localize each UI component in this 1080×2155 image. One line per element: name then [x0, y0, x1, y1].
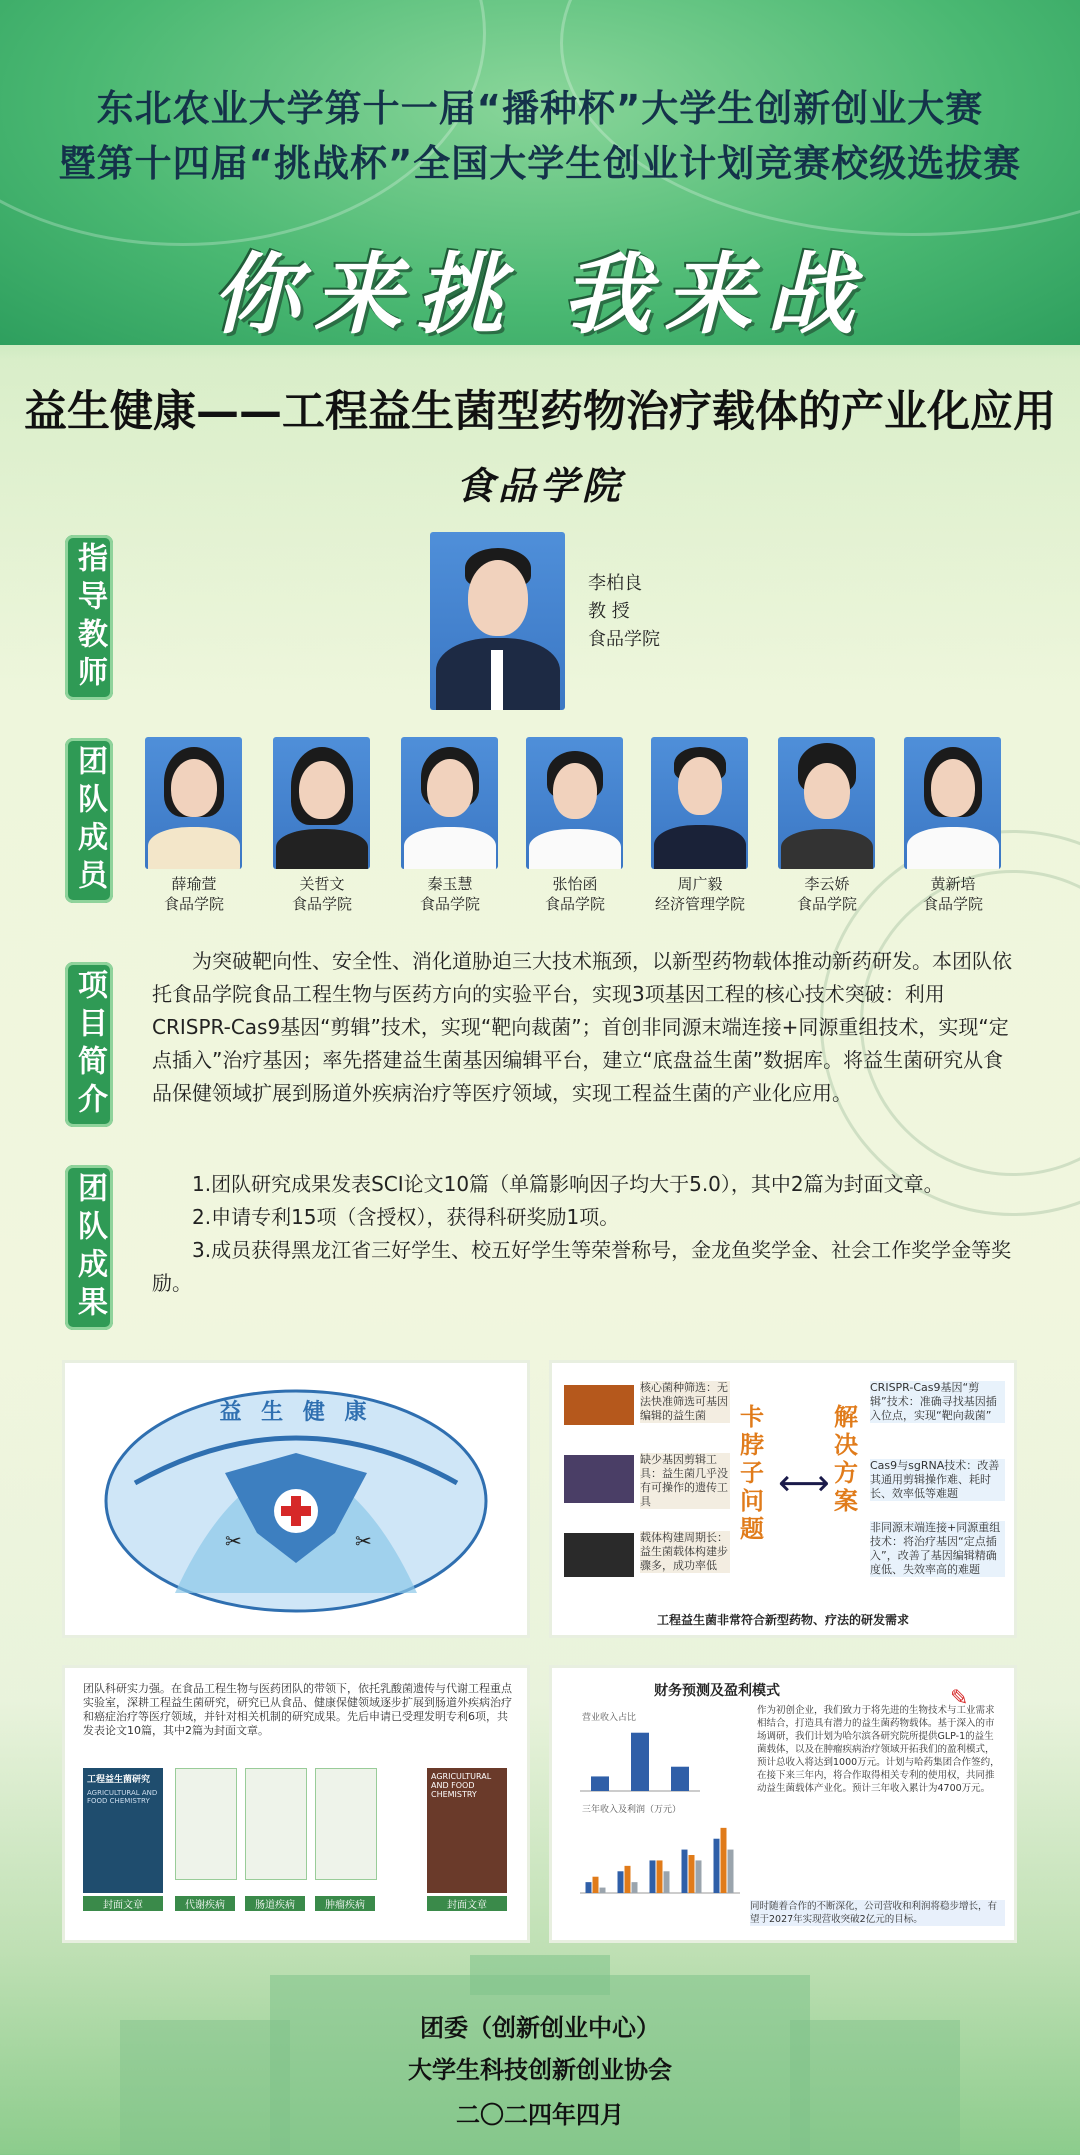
member-college: 食品学院: [796, 895, 857, 913]
panel-caption: 工程益生菌非常符合新型药物、疗法的研发需求: [656, 1613, 909, 1627]
bottleneck-label: 卡脖子问题: [740, 1403, 764, 1543]
mentor-college: 食品学院: [588, 629, 660, 650]
intro-paragraph: [152, 945, 1012, 1110]
results-list: [152, 1168, 1012, 1300]
section-tab-mentor: 指导教师: [65, 535, 113, 700]
double-arrow-icon: ⟷: [778, 1463, 830, 1504]
member-college: 食品学院: [163, 895, 224, 913]
pencil-icon: ✎: [950, 1686, 969, 1711]
member-caption: [510, 874, 640, 914]
member-photo: [145, 737, 242, 869]
bacteria-image: [564, 1385, 634, 1425]
panel-solutions: [552, 1363, 1014, 1635]
journal-subtitle: AGRICULTURAL AND FOOD CHEMISTRY: [87, 1789, 158, 1805]
bar: [586, 1882, 592, 1893]
member-photo: [273, 737, 370, 869]
intro-text: 为突破靶向性、安全性、消化道胁迫三大技术瓶颈，以新型药物载体推动新药研发。本团队依托食品学院食品工程生物与医药方向的实验平台，实现3项基因工程的核心技术突破：利用CRISPR-Cas9基因“剪辑”技术，实现“靶向裁菌”；首创非同源末端连接+同源重组技术，实现“定点插入”治疗基因；率先搭建益生菌基因编辑平台，建立“底盘益生菌”数据库。将益生菌研究从食品保健领域扩展到肠道外疾病治疗等医疗领域，实现工程益生菌的产业化应用。: [152, 949, 1012, 1105]
scissors-icon: ✂: [225, 1529, 242, 1553]
chart2-title: 三年收入及利润（万元）: [582, 1805, 682, 1815]
result-item: 1.团队研究成果发表SCI论文10篇（单篇影响因子均大于5.0），其中2篇为封面文章。: [192, 1172, 944, 1196]
member-caption: [635, 874, 765, 914]
paper-page: [315, 1768, 377, 1880]
member-caption: [762, 874, 892, 914]
member-photo: [778, 737, 875, 869]
journal-title: 工程益生菌研究: [87, 1775, 151, 1785]
journal-cover: [83, 1768, 163, 1893]
bar: [689, 1855, 695, 1893]
result-item: 3.成员获得黑龙江省三好学生、校五好学生等荣誉称号，金龙鱼奖学金、社会工作奖学金等奖励。: [152, 1238, 1012, 1295]
journal-cover: [427, 1768, 507, 1893]
bar: [696, 1860, 702, 1893]
mentor-photo: [430, 532, 565, 710]
bar: [618, 1871, 624, 1893]
solution-label: 解决方案: [834, 1403, 858, 1515]
bar: [664, 1871, 670, 1893]
header-line-1: 东北农业大学第十一届“播种杯”大学生创新创业大赛: [96, 87, 984, 130]
bar: [650, 1860, 656, 1893]
bar: [728, 1850, 734, 1893]
cover-label: 封面文章: [83, 1896, 163, 1911]
bar: [600, 1888, 606, 1893]
member-caption: [129, 874, 259, 914]
member-college: 食品学院: [419, 895, 480, 913]
bar: [632, 1882, 638, 1893]
problem-item: 核心菌种筛选：无法快准筛选可基因编辑的益生菌: [640, 1381, 728, 1422]
panel-logo: [65, 1363, 527, 1635]
member-photo: [651, 737, 748, 869]
member-name: 秦玉慧: [427, 875, 473, 893]
project-college: 食品学院: [455, 463, 624, 508]
cover-label: 肠道疾病: [245, 1896, 305, 1911]
member-caption: [385, 874, 515, 914]
member-name: 关哲文: [299, 875, 345, 893]
cover-label: 肿瘤疾病: [315, 1896, 375, 1911]
journal-title: AGRICULTURAL AND FOOD CHEMISTRY: [431, 1772, 492, 1799]
solution-item: 非同源末端连接+同源重组技术：将治疗基因“定点插入”，改善了基因编辑精确度低、失效率高的难题: [870, 1521, 1005, 1577]
solution-item: Cas9与sgRNA技术：改善其通用剪辑操作难、耗时长、效率低等难题: [870, 1459, 1005, 1501]
member-name: 薛瑜萱: [171, 875, 217, 893]
panel-finance: [552, 1668, 1014, 1940]
bar: [657, 1860, 663, 1893]
result-item: 2.申请专利15项（含授权），获得科研奖励1项。: [192, 1205, 620, 1229]
footer-org-2: 大学生科技创新创业协会: [408, 2056, 672, 2084]
finance-bottom: 同时随着合作的不断深化，公司营收和利润将稳步增长，有望于2027年实现营收突破2亿元的目标。: [750, 1900, 1005, 1926]
bar: [631, 1733, 649, 1791]
dna-image: [564, 1533, 634, 1577]
problem-item: 缺少基因剪辑工具：益生菌几乎没有可操作的遗传工具: [640, 1453, 728, 1508]
slogan: 你来挑 我来战: [211, 242, 869, 346]
member-caption: [257, 874, 387, 914]
mentor-name: 李柏良: [588, 573, 642, 594]
finance-text: 作为初创企业，我们致力于将先进的生物技术与工业需求相结合，打造具有潜力的益生菌药物载体。基于深入的市场调研，我们计划为哈尔滨各研究院所提供GLP-1的益生菌载体，以及在肿瘤疾病治疗领域开拓我们的盈利模式，预计总收入将达到1000万元。计划与哈药集团合作签约，在接下来三年内，将合作取得相关专利的使用权，共同推动益生菌载体产业化。预计三年收入累计为4700万元。: [757, 1705, 1000, 1794]
cover-label: 封面文章: [427, 1896, 507, 1911]
finance-title: 财务预测及盈利模式: [654, 1683, 780, 1699]
member-college: 食品学院: [922, 895, 983, 913]
bar: [591, 1776, 609, 1791]
research-text: 团队科研实力强。在食品工程生物与医药团队的带领下，依托乳酸菌遗传与代谢工程重点实验室，深耕工程益生菌研究，研究已从食品、健康保健领域逐步扩展到肠道外疾病治疗和癌症治疗等医疗领域，并针对相关机制的研究成果。先后申请已受理发明专利6项，共发表论文10篇，其中2篇为封面文章。: [83, 1682, 512, 1737]
chart1-title: 营业收入占比: [582, 1713, 637, 1723]
cover-label: 代谢疾病: [175, 1896, 235, 1911]
member-name: 李云娇: [804, 875, 850, 893]
bar: [625, 1866, 631, 1893]
bar: [593, 1877, 599, 1893]
member-photo: [526, 737, 623, 869]
member-college: 经济管理学院: [654, 895, 745, 913]
footer-date: 二〇二四年四月: [456, 2101, 624, 2129]
bacteria-image: [564, 1455, 634, 1503]
project-title: 益生健康——工程益生菌型药物治疗载体的产业化应用: [24, 387, 1056, 437]
member-name: 黄新培: [930, 875, 976, 893]
member-caption: [888, 874, 1018, 914]
bar: [671, 1767, 689, 1791]
member-name: 周广毅: [677, 875, 723, 893]
chart-revenue-share: [580, 1720, 700, 1792]
scissors-icon: ✂: [355, 1529, 372, 1553]
member-college: 食品学院: [544, 895, 605, 913]
section-tab-intro: 项目简介: [65, 962, 113, 1127]
mentor-info: [588, 570, 660, 654]
bar: [682, 1850, 688, 1893]
member-name: 张怡函: [552, 875, 598, 893]
logo-text: 益 生 健 康: [219, 1400, 373, 1425]
header-line-2: 暨第十四届“挑战杯”全国大学生创业计划竞赛校级选拔赛: [58, 142, 1022, 185]
chart-income-profit: [580, 1814, 740, 1894]
section-tab-team: 团队成员: [65, 738, 113, 903]
solution-item: CRISPR-Cas9基因“剪辑”技术：准确寻找基因插入位点，实现“靶向裁菌”: [870, 1381, 1005, 1423]
paper-page: [245, 1768, 307, 1880]
building-tower: [470, 1955, 610, 1995]
member-photo: [401, 737, 498, 869]
bar: [714, 1839, 720, 1893]
mentor-title: 教 授: [588, 601, 630, 622]
paper-page: [175, 1768, 237, 1880]
member-college: 食品学院: [291, 895, 352, 913]
panel-research: [65, 1668, 527, 1940]
footer-org-1: 团委（创新创业中心）: [420, 2014, 660, 2042]
bar: [721, 1828, 727, 1893]
member-photo: [904, 737, 1001, 869]
section-tab-results: 团队成果: [65, 1165, 113, 1330]
problem-item: 载体构建周期长：益生菌载体构建步骤多，成功率低: [640, 1531, 728, 1572]
